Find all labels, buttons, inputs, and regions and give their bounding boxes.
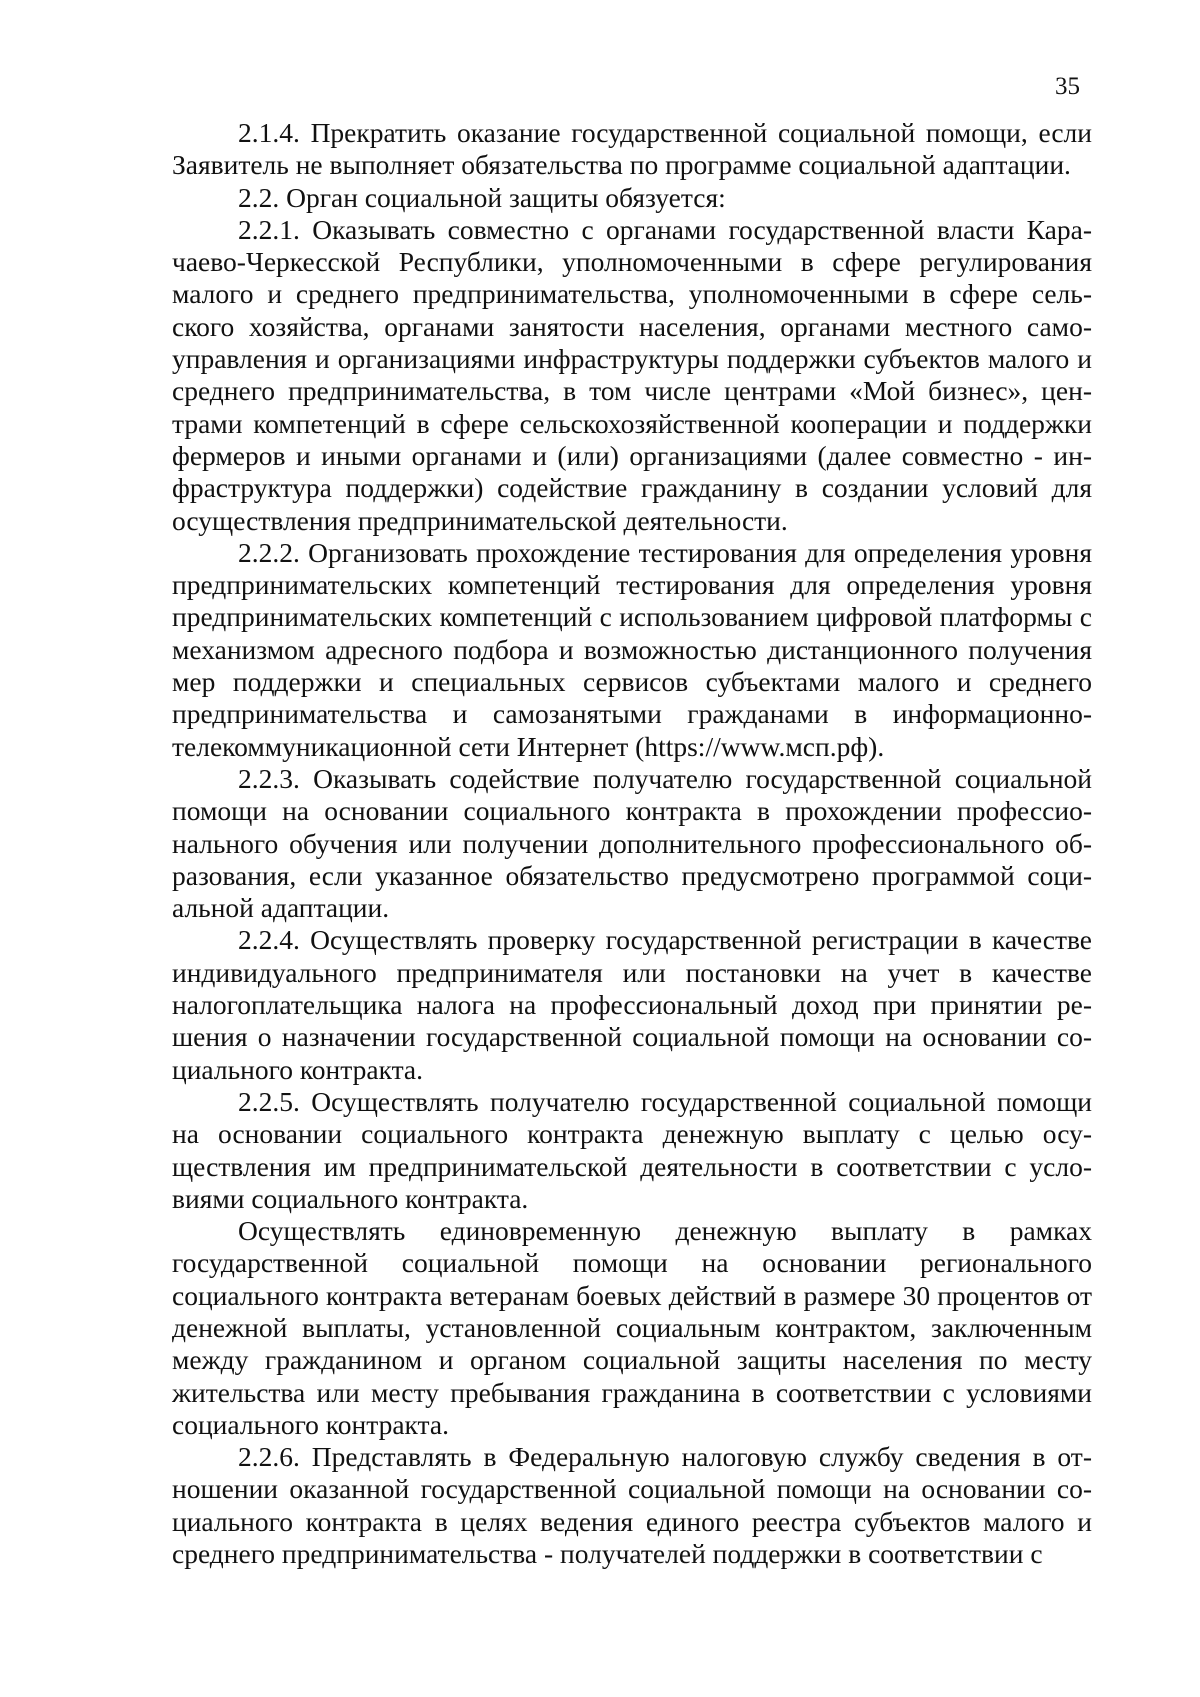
page-number: 35 bbox=[1055, 73, 1080, 100]
paragraph-2-2-2: 2.2.2. Организовать прохождение тестирования для определения уровня предпринимательских компетенций тестирования для определения уровня предпринимательских компетенций с использованием цифровой платформы с механизмом адресного подбора и возможностью дистанционного получения мер поддержки и специальных сервисов субъектами малого и среднего предпринимательства и самозанятыми гражданами в информационно-телекоммуникационной сети Интернет (https://www.мсп.рф). bbox=[172, 536, 1092, 762]
paragraph-2-2-4: 2.2.4. Осуществлять проверку государственной регистрации в качестве индивидуального предпринимателя или постановки на учет в качестве налогоплательщика налога на профессиональный доход при принятии решения о назначении государственной социальной помощи на основании социального контракта. bbox=[172, 924, 1092, 1085]
paragraph-2-2-5: 2.2.5. Осуществлять получателю государственной социальной помощи на основании социального контракта денежную выплату с целью осуществления им предпринимательской деятельности в соответствии с условиями социального контракта. bbox=[172, 1085, 1092, 1214]
document-body bbox=[172, 117, 1092, 1570]
paragraph-2-1-4: 2.1.4. Прекратить оказание государственной социальной помощи, если Заявитель не выполняет обязательства по программе социальной адаптации. bbox=[172, 117, 1092, 181]
paragraph-2-2-6: 2.2.6. Представлять в Федеральную налоговую службу сведения в отношении оказанной государственной социальной помощи на основании социального контракта в целях ведения единого реестра субъектов малого и среднего предпринимательства - получателей поддержки в соответствии с bbox=[172, 1441, 1092, 1570]
paragraph-lump-sum-payment: Осуществлять единовременную денежную выплату в рамках государственной социальной помощи на основании регионального социального контракта ветеранам боевых действий в размере 30 процентов от денежной выплаты, установленной социальным контрактом, заключенным между гражданином и органом социальной защиты населения по месту жительства или месту пребывания гражданина в соответствии с условиями социального контракта. bbox=[172, 1215, 1092, 1440]
paragraph-2-2-1: 2.2.1. Оказывать совместно с органами государственной власти Карачаево-Черкесской Республики, уполномоченными в сфере регулирования малого и среднего предпринимательства, уполномоченными в сфере сельского хозяйства, органами занятости населения, органами местного самоуправления и организациями инфраструктуры поддержки субъектов малого и среднего предпринимательства, в том числе центрами «Мой бизнес», центрами компетенций в сфере сельскохозяйственной кооперации и поддержки фермеров и иными органами и (или) организациями (далее совместно - инфраструктура поддержки) содействие гражданину в создании условий для осуществления предпринимательской деятельности. bbox=[172, 213, 1092, 536]
paragraph-2-2-3: 2.2.3. Оказывать содействие получателю государственной социальной помощи на основании социального контракта в прохождении профессионального обучения или получении дополнительного профессионального образования, если указанное обязательство предусмотрено программой социальной адаптации. bbox=[172, 762, 1092, 924]
paragraph-2-2: 2.2. Орган социальной защиты обязуется: bbox=[238, 181, 726, 213]
